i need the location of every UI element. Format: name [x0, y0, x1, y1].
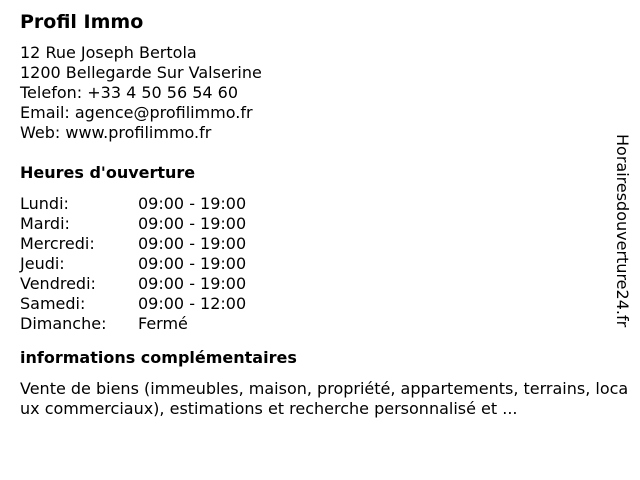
street-address: 12 Rue Joseph Bertola [20, 43, 197, 62]
day-label: Jeudi: [20, 254, 65, 273]
contact-block [20, 43, 630, 143]
business-name: Profil Immo [20, 11, 144, 33]
hours-row-tuesday [20, 214, 630, 234]
hours-row-monday [20, 194, 630, 214]
info-description: Vente de biens (immeubles, maison, propriété, appartements, terrains, locaux commerciaux), estimations et recherche personnalisé et ... [20, 379, 629, 418]
time-value: 09:00 - 19:00 [138, 234, 247, 253]
day-label: Dimanche: [20, 314, 107, 333]
time-value: Fermé [138, 314, 188, 333]
hours-table [20, 194, 630, 334]
day-label: Vendredi: [20, 274, 96, 293]
day-label: Mardi: [20, 214, 70, 233]
day-label: Lundi: [20, 194, 69, 213]
email-line: Email: agence@profilimmo.fr [20, 103, 253, 122]
phone-line: Telefon: +33 4 50 56 54 60 [20, 83, 239, 102]
site-watermark: Horairesdouverture24.fr [613, 134, 632, 328]
business-card [20, 10, 630, 419]
hours-row-wednesday [20, 234, 630, 254]
hours-row-thursday [20, 254, 630, 274]
time-value: 09:00 - 12:00 [138, 294, 247, 313]
time-value: 09:00 - 19:00 [138, 194, 247, 213]
hours-row-saturday [20, 294, 630, 314]
time-value: 09:00 - 19:00 [138, 214, 247, 233]
city-address: 1200 Bellegarde Sur Valserine [20, 63, 262, 82]
hours-row-sunday [20, 314, 630, 334]
hours-row-friday [20, 274, 630, 294]
info-heading: informations complémentaires [20, 348, 297, 367]
time-value: 09:00 - 19:00 [138, 254, 247, 273]
hours-heading: Heures d'ouverture [20, 163, 196, 182]
day-label: Mercredi: [20, 234, 95, 253]
web-line: Web: www.profilimmo.fr [20, 123, 212, 142]
time-value: 09:00 - 19:00 [138, 274, 247, 293]
day-label: Samedi: [20, 294, 86, 313]
